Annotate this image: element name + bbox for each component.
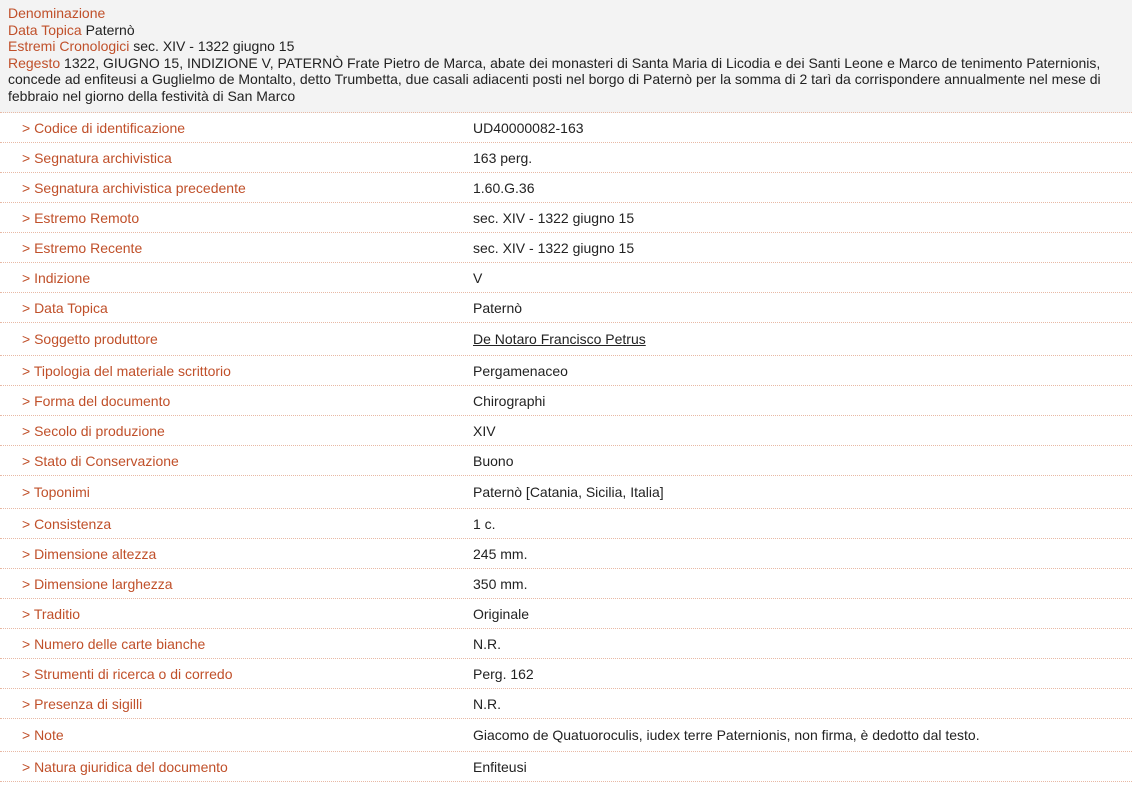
field-row-strumenti	[0, 659, 1132, 689]
field-value: Perg. 162	[473, 665, 534, 682]
field-label: > Indizione	[22, 269, 91, 286]
field-value: Buono	[473, 452, 514, 469]
field-value: sec. XIV - 1322 giugno 15	[473, 209, 635, 226]
field-value: 1.60.G.36	[473, 179, 535, 196]
data-topica-line	[8, 22, 1124, 39]
field-value: Chirographi	[473, 392, 546, 409]
field-label: > Toponimi	[22, 484, 90, 500]
field-row-estremo-recente	[0, 233, 1132, 263]
record-summary	[0, 0, 1132, 113]
field-label: > Presenza di sigilli	[22, 695, 143, 712]
estremi-cronologici-line	[8, 38, 1124, 55]
field-value: Giacomo de Quatuoroculis, iudex terre Paternionis, non firma, è dedotto dal testo.	[473, 727, 980, 743]
regesto-value: 1322, GIUGNO 15, INDIZIONE V, PATERNÒ Frate Pietro de Marca, abate dei monasteri di Santa Maria di Licodia e dei Santi Leone e Marco de tenimento Paternionis, concede ad enfiteusi a Guglielmo de Montalto, detto Trumbetta, due casali adiacenti posti nel borgo di Paternò per la somma di 2 tarì da corrispondere annualmente nel mese di febbraio nel giorno della festività di San Marco	[8, 54, 1101, 104]
field-label: > Consistenza	[22, 515, 112, 532]
field-value: V	[473, 269, 483, 286]
field-value: 350 mm.	[473, 575, 528, 592]
field-value: sec. XIV - 1322 giugno 15	[473, 239, 635, 256]
denominazione-line	[8, 5, 1124, 22]
field-row-segnatura-precedente	[0, 173, 1132, 203]
field-row-codice	[0, 113, 1132, 143]
soggetto-produttore-link[interactable]: De Notaro Francisco Petrus	[473, 331, 646, 347]
field-row-stato	[0, 446, 1132, 476]
field-label: > Data Topica	[22, 299, 108, 316]
field-row-forma	[0, 386, 1132, 416]
field-label: > Estremo Remoto	[22, 209, 140, 226]
field-label: > Dimensione larghezza	[22, 575, 173, 592]
regesto-line	[8, 55, 1124, 105]
field-label: > Codice di identificazione	[22, 119, 186, 136]
field-label: > Forma del documento	[22, 392, 171, 409]
field-label: > Soggetto produttore	[22, 331, 158, 347]
field-label: > Estremo Recente	[22, 239, 143, 256]
field-label: > Natura giuridica del documento	[22, 758, 228, 775]
field-label: > Tipologia del materiale scrittorio	[22, 362, 231, 379]
field-row-altezza	[0, 539, 1132, 569]
field-label: > Segnatura archivistica precedente	[22, 179, 246, 196]
field-value: N.R.	[473, 695, 501, 712]
field-label: > Numero delle carte bianche	[22, 635, 206, 652]
field-row-toponimi	[0, 476, 1132, 509]
field-value: 163 perg.	[473, 149, 533, 166]
field-value: 245 mm.	[473, 545, 528, 562]
field-row-estremo-remoto	[0, 203, 1132, 233]
regesto-label: Regesto	[8, 54, 61, 71]
estremi-cronologici-value: sec. XIV - 1322 giugno 15	[133, 38, 295, 54]
field-label: > Segnatura archivistica	[22, 149, 172, 166]
field-value: UD40000082-163	[473, 119, 584, 136]
data-topica-label: Data Topica	[8, 21, 82, 38]
field-label: > Stato di Conservazione	[22, 452, 179, 469]
field-row-sigilli	[0, 689, 1132, 719]
field-row-traditio	[0, 599, 1132, 629]
field-label: > Dimensione altezza	[22, 545, 157, 562]
field-value: Enfiteusi	[473, 758, 527, 775]
estremi-cronologici-label: Estremi Cronologici	[8, 38, 130, 54]
field-row-larghezza	[0, 569, 1132, 599]
field-label: > Secolo di produzione	[22, 422, 165, 439]
field-value: Paternò [Catania, Sicilia, Italia]	[473, 484, 664, 500]
field-value: Originale	[473, 605, 530, 622]
field-label: > Traditio	[22, 605, 80, 622]
field-row-segnatura	[0, 143, 1132, 173]
field-label: > Note	[22, 727, 64, 743]
field-row-data-topica	[0, 293, 1132, 323]
field-row-note	[0, 719, 1132, 752]
field-row-carte-bianche	[0, 629, 1132, 659]
field-value: Pergamenaceo	[473, 362, 568, 379]
field-value: N.R.	[473, 635, 501, 652]
field-row-tipologia	[0, 356, 1132, 386]
field-row-secolo	[0, 416, 1132, 446]
field-label: > Strumenti di ricerca o di corredo	[22, 665, 233, 682]
field-row-consistenza	[0, 509, 1132, 539]
field-value: XIV	[473, 422, 496, 439]
field-row-soggetto-produttore	[0, 323, 1132, 356]
field-row-indizione	[0, 263, 1132, 293]
field-row-natura-giuridica	[0, 752, 1132, 782]
field-value-cell	[472, 331, 1132, 347]
detail-table	[0, 113, 1132, 782]
field-value: 1 c.	[473, 515, 496, 532]
field-value: Paternò	[473, 299, 523, 316]
denominazione-label: Denominazione	[8, 5, 106, 21]
data-topica-value: Paternò	[85, 21, 135, 38]
